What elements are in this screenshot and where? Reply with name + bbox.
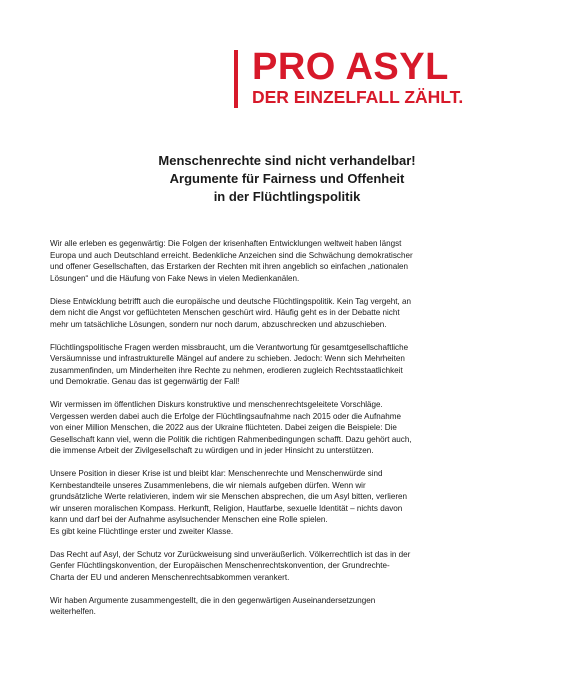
paragraph-line: Wir alle erleben es gegenwärtig: Die Folgen der krisenhaften Entwicklungen weltweit haben längst bbox=[50, 239, 402, 248]
paragraph bbox=[50, 595, 538, 618]
logo-bar bbox=[234, 50, 238, 108]
paragraph-line: und Demokratie. Genau das ist gegenwärtig der Fall! bbox=[50, 377, 240, 386]
paragraph bbox=[50, 549, 538, 584]
paragraph-line: wir unseren moralischen Kompass. Herkunft, Religion, Hautfarbe, sexuelle Identität – nichts davon bbox=[50, 503, 403, 513]
paragraph-line: zusammenfinden, um Minderheiten ihre Rechte zu nehmen, erodieren zugleich Rechtsstaatlichkeit bbox=[50, 365, 403, 375]
paragraph-line: dem nicht die Angst vor geflüchteten Menschen geschürt wird. Häufig geht es in der Debatte nicht bbox=[50, 308, 400, 317]
paragraph bbox=[50, 399, 538, 457]
title-line-3: in der Flüchtlingspolitik bbox=[213, 189, 361, 204]
paragraph-line: Das Recht auf Asyl, der Schutz vor Zurückweisung sind unveräußerlich. Völkerrechtlich ist das in der bbox=[50, 549, 411, 559]
logo-text bbox=[252, 48, 463, 108]
paragraph-line: Lösungen“ und die Häufung von Fake News in vielen Medienkanälen. bbox=[50, 273, 300, 283]
paragraph-line: Vergessen werden dabei auch die Erfolge der Flüchtlingsaufnahme nach 2015 oder die Aufnahme bbox=[50, 411, 401, 421]
paragraph-line: und offener Gesellschaften, das Erstarken der Rechten mit ihren angeblich so einfachen „nationalen bbox=[50, 262, 408, 271]
paragraph-line: Wir haben Argumente zusammengestellt, die in den gegenwärtigen Auseinandersetzungen bbox=[50, 595, 376, 605]
document-body bbox=[50, 238, 538, 629]
document-title bbox=[0, 152, 574, 206]
paragraph-line: Wir vermissen im öffentlichen Diskurs konstruktive und menschenrechtsgeleitete Vorschläge. bbox=[50, 400, 383, 409]
paragraph-line: grundsätzliche Werte relativieren, indem wir sie Menschen absprechen, die um Asyl bitten, verlieren bbox=[50, 492, 408, 501]
paragraph-line: Europa und auch Deutschland erreicht. Bedenkliche Anzeichen sind die Schwächung demokratischer bbox=[50, 250, 413, 260]
logo-wordmark: PRO ASYL bbox=[252, 46, 449, 88]
paragraph-line: Es gibt keine Flüchtlinge erster und zweiter Klasse. bbox=[50, 526, 234, 536]
paragraph-line: weiterhelfen. bbox=[50, 607, 96, 616]
paragraph bbox=[50, 468, 538, 537]
title-line-1: Menschenrechte sind nicht verhandelbar! bbox=[158, 153, 416, 168]
title-line-2: Argumente für Fairness und Offenheit bbox=[169, 171, 405, 186]
logo-tagline: DER EINZELFALL ZÄHLT. bbox=[252, 87, 464, 107]
paragraph-line: von einer Million Menschen, die 2022 aus der Ukraine flüchteten. Dabei zeigen die Beispiele: Die bbox=[50, 423, 397, 432]
paragraph bbox=[50, 296, 538, 331]
paragraph bbox=[50, 238, 538, 284]
paragraph-line: Genfer Flüchtlingskonvention, der Europäischen Menschenrechtskonvention, der Grundrechte- bbox=[50, 561, 390, 570]
paragraph-line: Kernbestandteile unseres Zusammenlebens, die wir niemals aufgeben dürfen. Wenn wir bbox=[50, 480, 366, 490]
paragraph-line: die immense Arbeit der Zivilgesellschaft zu würdigen und in jeder Hinsicht zu unterstützen. bbox=[50, 446, 374, 455]
paragraph-line: mehr um tatsächliche Lösungen, sondern nur noch darum, abzuschrecken und abzuschieben. bbox=[50, 319, 387, 329]
paragraph-line: Diese Entwicklung betrifft auch die europäische und deutsche Flüchtlingspolitik. Kein Tag vergeht, an bbox=[50, 296, 411, 306]
paragraph-line: Unsere Position in dieser Krise ist und bleibt klar: Menschenrechte und Menschenwürde sind bbox=[50, 469, 383, 478]
paragraph-line: kann und darf bei der Aufnahme asylsuchender Menschen eine Rolle spielen. bbox=[50, 515, 328, 524]
pro-asyl-logo bbox=[234, 48, 463, 108]
paragraph-line: Versäumnisse und infrastrukturelle Mängel auf andere zu schieben. Jedoch: Wenn sich Mehrheiten bbox=[50, 354, 405, 363]
paragraph-line: Flüchtlingspolitische Fragen werden missbraucht, um die Verantwortung für gesamtgesellschaftliche bbox=[50, 342, 409, 352]
paragraph bbox=[50, 342, 538, 388]
paragraph-line: Charta der EU und anderen Menschenrechtsabkommen verankert. bbox=[50, 572, 290, 582]
paragraph-line: Gesellschaft kann viel, wenn die Politik die richtigen Rahmenbedingungen schafft. Dazu gehört auch, bbox=[50, 434, 412, 444]
